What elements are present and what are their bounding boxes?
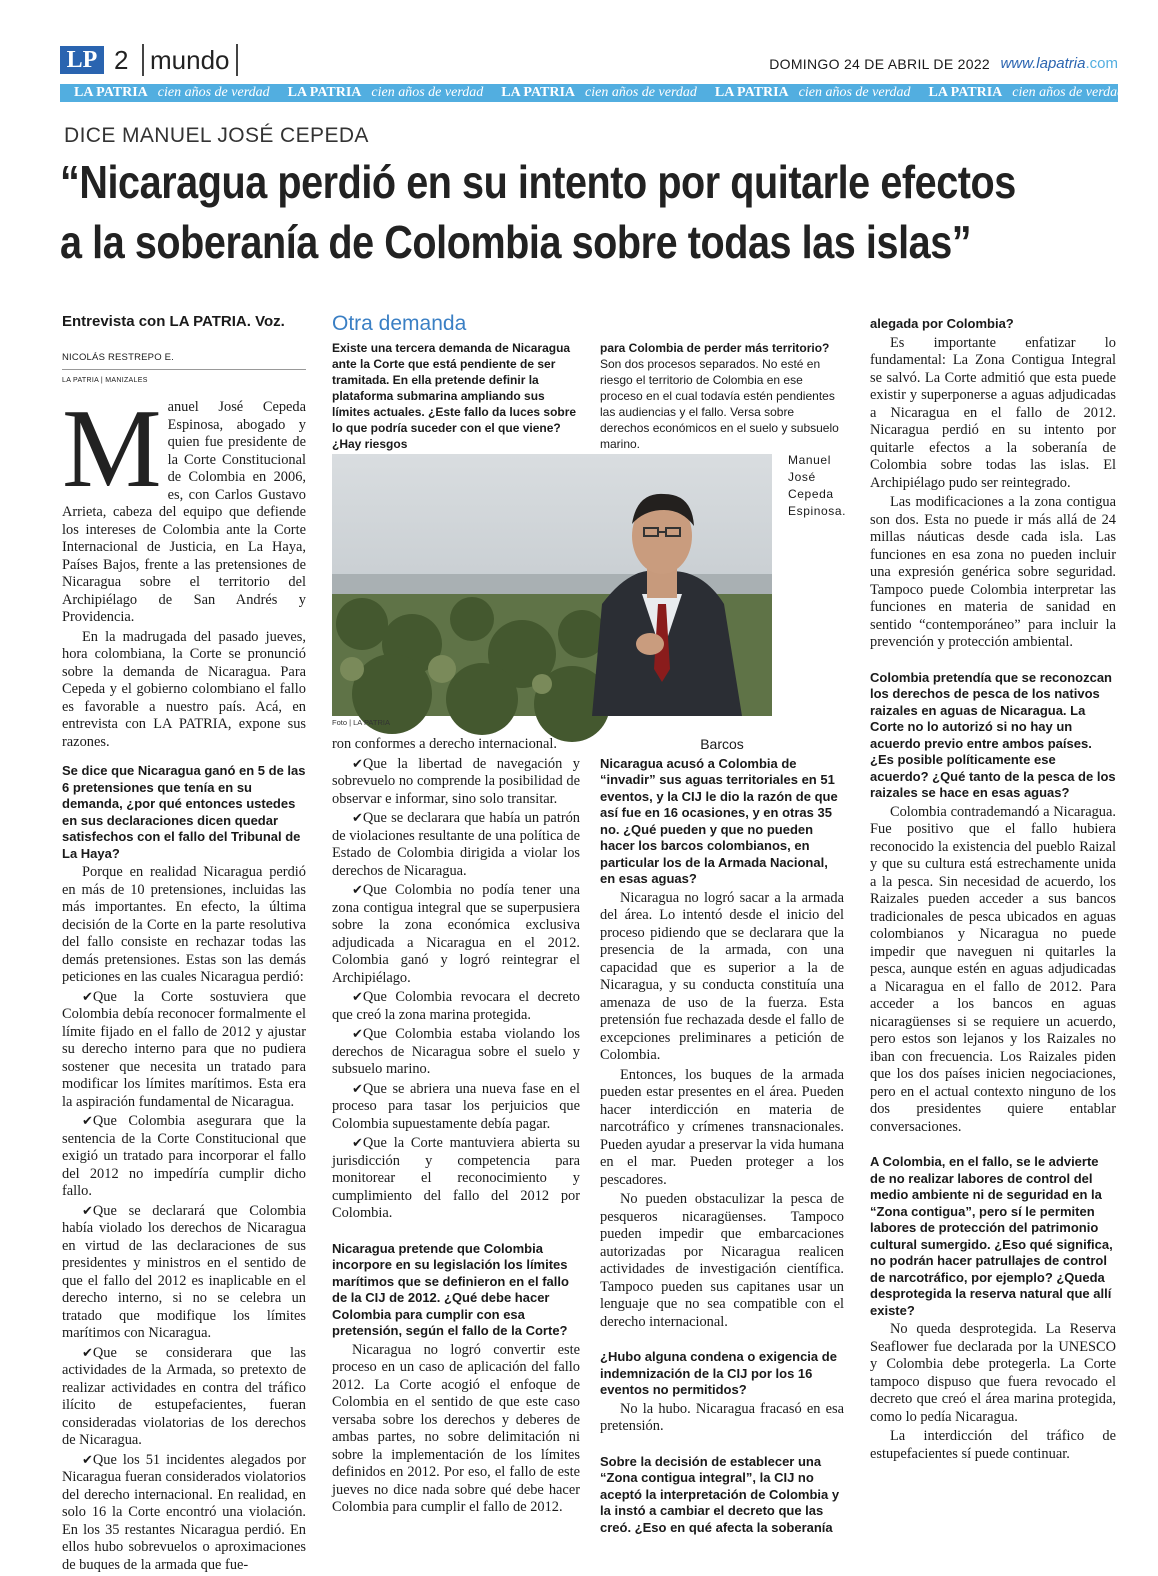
ribbon-slogan: cien años de verdad xyxy=(798,85,911,100)
article-kicker: DICE MANUEL JOSÉ CEPEDA xyxy=(64,124,369,147)
site-url-main: www.lapatria xyxy=(1000,55,1086,72)
byline-outlet: LA PATRIA | MANIZALES xyxy=(62,376,148,384)
column-4 xyxy=(870,312,1116,1465)
ribbon-brand: LA PATRIA xyxy=(501,85,576,100)
check-mark-icon: ✔ xyxy=(82,1114,93,1129)
ribbon-brand: LA PATRIA xyxy=(287,85,362,100)
headline-line-1: “Nicaragua perdió en su intento por quitarle efectos xyxy=(60,156,1016,208)
ribbon-slogan: cien años de verdad xyxy=(1012,85,1125,100)
bullet-text: Que Colombia asegurara que la sentencia de la Corte Constitucional que exigió un tratado para incorporar el fallo del 2012 no impedíría cumplir dicho fallo. xyxy=(62,1113,306,1199)
la-patria-logo: LP xyxy=(60,46,104,74)
bullet-item xyxy=(62,989,306,1112)
ribbon-unit xyxy=(715,85,911,101)
bullet-item xyxy=(332,1135,580,1223)
article-headline xyxy=(60,152,1126,272)
answer: No queda desprotegida. La Reserva Seaflower fue declarada por la UNESCO y Colombia debe protegerla. La Corte tampoco dispuso que fuera revocado el decreto que creó el área marina protegida, como lo pedía Nicaragua. xyxy=(870,1321,1116,1425)
check-mark-icon: ✔ xyxy=(82,989,93,1005)
bullet-text: Que se considerara que las actividades de la Armada, so pretexto de realizar actividades en contra del tráfico ilícito de estupefacientes, fueran consideradas violatorias de los derechos de Nicaragua. xyxy=(62,1344,306,1448)
answer: La interdicción del tráfico de estupefacientes sí puede continuar. xyxy=(870,1428,1116,1462)
bullet-item xyxy=(332,1026,580,1079)
drop-cap: M xyxy=(62,387,162,511)
bullet-item xyxy=(332,989,580,1024)
intro-label: Entrevista con LA PATRIA. Voz. xyxy=(62,313,285,330)
answer: No pueden obstaculizar la pesca de pesqueros nicaragüenses. Tampoco pueden impedir que embarcaciones autorizadas por Nicaragua realicen actividades de investigación científica. Tampoco pueden sus capitanes usar un lenguaje que no sea compatible con el derecho internacional. xyxy=(600,1191,844,1330)
ribbon-unit xyxy=(929,85,1125,101)
question-continued: alegada por Colombia? xyxy=(870,316,1014,331)
bullet-text: Que Colombia estaba violando los derechos de Nicaragua sobre el suelo y subsuelo marino. xyxy=(332,1026,580,1077)
bullet-text: Que Colombia no podía tener una zona contigua integral que se superpusiera sobre la zona económica exclusiva adjudicada a Nicaragua en el 2012. Colombia ganó y logró reintegrar el Archipiélago. xyxy=(332,882,580,986)
section-head-barcos: Barcos xyxy=(700,736,744,752)
check-mark-icon: ✔ xyxy=(352,883,363,898)
photo-credit: Foto | LA PATRIA xyxy=(332,718,390,727)
check-mark-icon: ✔ xyxy=(352,1027,363,1042)
check-mark-icon: ✔ xyxy=(82,1203,93,1219)
slogan-ribbon xyxy=(60,84,1125,102)
site-url-tld: .com xyxy=(1085,55,1118,72)
photo-caption: Manuel José Cepeda Espinosa. xyxy=(788,453,847,518)
ribbon-slogan: cien años de verdad xyxy=(585,85,697,100)
sidebar-title: Otra demanda xyxy=(332,312,467,335)
check-mark-icon: ✔ xyxy=(82,1345,93,1361)
check-mark-icon: ✔ xyxy=(352,990,363,1005)
ribbon-unit xyxy=(288,85,484,101)
bullet-item xyxy=(62,1113,306,1201)
ribbon-unit xyxy=(501,85,697,101)
bullet-item xyxy=(332,756,580,809)
column-2 xyxy=(332,736,580,1519)
question: Colombia pretendía que se reconozcan los derechos de pesca de los nativos raizales en aguas de Nicaragua. La Corte no lo autorizó si no hay un acuerdo previo entre ambos países. ¿Es posible políticamente ese acuerdo? ¿Qué tanto de la pesca de los raizales se hace en esas aguas? xyxy=(870,669,1116,800)
answer: No la hubo. Nicaragua fracasó en esa pretensión. xyxy=(600,1400,844,1434)
answer: Entonces, los buques de la armada pueden estar presentes en el área. Pueden hacer interdicción en materia de narcotráfico y crímenes transnacionales. Pueden ayudar a preservar la vida humana en el mar. Pueden proteger a los pescadores. xyxy=(600,1066,844,1188)
bullet-item xyxy=(332,1081,580,1134)
check-mark-icon: ✔ xyxy=(352,1136,363,1151)
bullet-text: Que la Corte sostuviera que Colombia debía reconocer formalmente el límite fijado en el fallo de 2012 y ajustar su derecho interno para que no pudiera sostener que necesita un tratado para modificar los límites marítimos. Esta era la aspiración fundamental de Nicaragua. xyxy=(62,988,306,1110)
page-number: 2 xyxy=(114,45,129,75)
bullet-text: Que los 51 incidentes alegados por Nicaragua fueran considerados violatorios del derecho internacional. En realidad, en solo 16 la Corte encontró una violación. En los 35 restantes Nicaragua perdió. En ellos hubo sobrevuelos o aproximaciones de buques de la armada que fue- xyxy=(62,1451,306,1573)
question: A Colombia, en el fallo, se le advierte de no realizar labores de control del medio ambiente ni de seguridad en la “Zona contigua”, pero sí le permiten labores de protección del patrimonio cultural sumergido. ¿Eso qué significa, no podrán hacer patrullajes de control de narcotráfico, por ejemplo? ¿Queda desprotegida la reserva natural que allí existe? xyxy=(870,1154,1113,1318)
ribbon-slogan: cien años de verdad xyxy=(371,85,484,100)
check-mark-icon: ✔ xyxy=(352,1081,363,1097)
lead-paragraph xyxy=(62,387,306,627)
answer: Es importante enfatizar lo fundamental: La Zona Contigua Integral se salvó. La Corte admitió que esta puede existir y superponerse a aguas adjudicadas a Nicaragua en el fallo de 2012. Nicaragua perdió en su intento por quitarle efectos a la soberanía de Colombia sobre todas las islas. El Archipiélago pudo ser reintegrado. xyxy=(870,334,1116,491)
bullet-text: Que la Corte mantuviera abierta su jurisdicción y competencia para monitorear el reconocimiento y cumplimiento del fallo del 2012 por Colombia. xyxy=(332,1135,580,1221)
check-mark-icon: ✔ xyxy=(82,1452,93,1468)
answer: Porque en realidad Nicaragua perdió en más de 10 pretensiones, incluidas las más importantes. En efecto, la última decisión de la Corte en la parte resolutiva del fallo consiste en rechazar todas las demás pretensiones. Estas son las demás peticiones en las cuales Nicaragua perdió: xyxy=(62,864,306,985)
answer: Nicaragua no logró sacar a la armada del área. Lo intentó desde el inicio del proceso pidiendo que se declarara que la presencia de la armada, con una capacidad que es superior a la de Nicaragua, y su conducta constituía una amenaza de uso de la fuerza. Esta pretensión fue rechazada desde el fallo de excepciones preliminares a petición de Colombia. xyxy=(600,889,844,1063)
cepeda-photo xyxy=(332,454,772,716)
question: ¿Hubo alguna condena o exigencia de indemnización de la CIJ por los 16 eventos no permitidos? xyxy=(600,1349,837,1397)
bullet-item xyxy=(62,1452,306,1575)
bullet-item xyxy=(332,810,580,880)
ribbon-brand: LA PATRIA xyxy=(714,85,789,100)
sidebar-question-cont: para Colombia de perder más territorio? xyxy=(600,341,830,355)
question: Nicaragua acusó a Colombia de “invadir” sus aguas territoriales en 51 eventos, y la CIJ le dio la razón de que así fue en 16 ocasiones, y en otras 35 no. ¿Qué pueden y que no pueden hacer los barcos colombianos, en particular los de la Armada Nacional, en esas aguas? xyxy=(600,755,838,886)
masthead xyxy=(60,44,1118,78)
byline: NICOLÁS RESTREPO E. xyxy=(62,349,306,370)
sidebar-answer-block xyxy=(600,340,844,452)
ribbon-brand: LA PATRIA xyxy=(74,85,148,100)
column-3 xyxy=(600,736,844,1538)
ribbon-unit xyxy=(74,85,270,101)
photo-illustration xyxy=(332,454,772,716)
section-name: mundo xyxy=(142,44,238,76)
bullet-text: Que Colombia revocara el decreto que creó la zona marina protegida. xyxy=(332,989,580,1023)
ribbon-slogan: cien años de verdad xyxy=(157,85,270,100)
bullet-item xyxy=(62,1203,306,1343)
answer: Las modificaciones a la zona contigua son dos. Esta no puede ir más allá de 24 millas náuticas desde cada isla. Las funciones en esa zona no pueden incluir una expresión genérica sobre seguridad. Tampoco puede Colombia interpretar las funciones en materia de sanidad en sentido “contemporáneo” para incluir la prevención y protección ambiental. xyxy=(870,494,1116,650)
bullet-text: Que se declarara que había un patrón de violaciones resultante de una política de Estado de Colombia dirigida a violar los derechos de Nicaragua. xyxy=(332,810,580,879)
site-url[interactable] xyxy=(1000,55,1118,72)
check-mark-icon: ✔ xyxy=(352,811,363,826)
answer: Nicaragua no logró convertir este proceso en un caso de aplicación del fallo 2012. La Corte acogió el enfoque de Colombia en el sentido de que este caso versaba sobre los derechos y deberes de ambas partes, no sobre delimitación ni sobre la implementación de los límites definidos en 2012. Por eso, el fallo de este jueves no dice nada sobre qué debe hacer Colombia para cumplir el fallo de 2012. xyxy=(332,1341,580,1515)
paragraph: En la madrugada del pasado jueves, hora colombiana, la Corte se pronunció sobre la demanda de Nicaragua. Para Cepeda y el gobierno colombiano el fallo es favorable a nuestro país. Acá, en entrevista con LA PATRIA, expone sus razones. xyxy=(62,628,306,750)
check-mark-icon: ✔ xyxy=(352,756,363,772)
question: Sobre la decisión de establecer una “Zona contigua integral”, la CIJ no aceptó la interpretación de Colombia y la instó a cambiar el decreto que las creó. ¿Eso en qué afecta la soberanía xyxy=(600,1453,840,1535)
question: Nicaragua pretende que Colombia incorpore en su legislación los límites marítimos que se definieron en el fallo de la CIJ de 2012. ¿Qué debe hacer Colombia para cumplir con esa pretensión, según el fallo de la Corte? xyxy=(332,1240,569,1338)
column-1 xyxy=(62,312,306,1576)
bullet-item xyxy=(62,1345,306,1450)
sidebar-question xyxy=(332,340,578,452)
answer: Colombia contrademandó a Nicaragua. Fue positivo que el fallo hubiera reconocido la existencia del pueblo Raizal y que su cultura está estrechamente unida a la pesca. Sin necesidad de acuerdo, los Raizales pueden acceder a sus bancos tradicionales de pesca ubicados en aguas colombianos y Nicaragua no puede impedir que naveguen ni quitarles la pesca, aunque estén en aguas adjudicadas a Nicaragua en el fallo de 2012. Para acceder a los bancos en aguas nicaragüenses si se requiere un acuerdo, pero estos son lejanos y los Raizales no iban con frecuencia. Los Raizales piden que los dos países inicien negociaciones, pero en el actual contexto ninguno de los dos presidentes quiere entablar conversaciones. xyxy=(870,803,1116,1135)
bullet-text: Que se abriera una nueva fase en el proceso para tasar los perjuicios que Colombia supuestamente debía pagar. xyxy=(332,1080,580,1132)
bullet-text: Que la libertad de navegación y sobrevuelo no comprende la posibilidad de observar e informar, sino solo transitar. xyxy=(332,755,580,807)
sidebar-question-text: Existe una tercera demanda de Nicaragua ante la Corte que está pendiente de ser tramitada. En ella pretende definir la plataforma submarina ampliando sus límites actuales. ¿Este fallo da luces sobre lo que podría suceder con el que viene? ¿Hay riesgos xyxy=(332,341,577,451)
issue-date: DOMINGO 24 DE ABRIL DE 2022 xyxy=(769,56,990,72)
ribbon-brand: LA PATRIA xyxy=(928,85,1003,100)
paragraph: ron conformes a derecho internacional. xyxy=(332,736,557,752)
bullet-item xyxy=(332,882,580,987)
sidebar-answer: Son dos procesos separados. No esté en riesgo el territorio de Colombia en ese proceso en el cual todavía estén pendientes las audiencias y el fallo. Versa sobre derechos económicos en el suelo y subsuelo marino. xyxy=(600,357,839,451)
question: Se dice que Nicaragua ganó en 5 de las 6 pretensiones que tenía en su demanda, ¿por qué entonces ustedes en sus declaraciones dicen quedar satisfechos con el fallo del Tribunal de La Haya? xyxy=(62,763,306,861)
bullet-text: Que se declarará que Colombia había violado los derechos de Nicaragua en virtud de las declaraciones de sus presidentes y ministros en el sentido de que el fallo del 2012 es inaplicable en el derecho interno, si no se celebra un tratado que modifique los límites marítimos con Nicaragua. xyxy=(62,1202,306,1341)
headline-line-2: a la soberanía de Colombia sobre todas las islas” xyxy=(60,216,972,268)
lead-text: anuel José Cepeda Espinosa, abogado y quien fue presidente de la Corte Constitucional de Colombia en 2006, es, con Carlos Gustavo Arrieta, cabeza del equipo que defiende los intereses de Colombia ante la Corte Internacional de Justicia, en La Haya, Países Bajos, frente a las pretensiones de Nicaragua sobre el territorio del Archipiélago de San Andrés y Providencia. xyxy=(62,399,306,625)
